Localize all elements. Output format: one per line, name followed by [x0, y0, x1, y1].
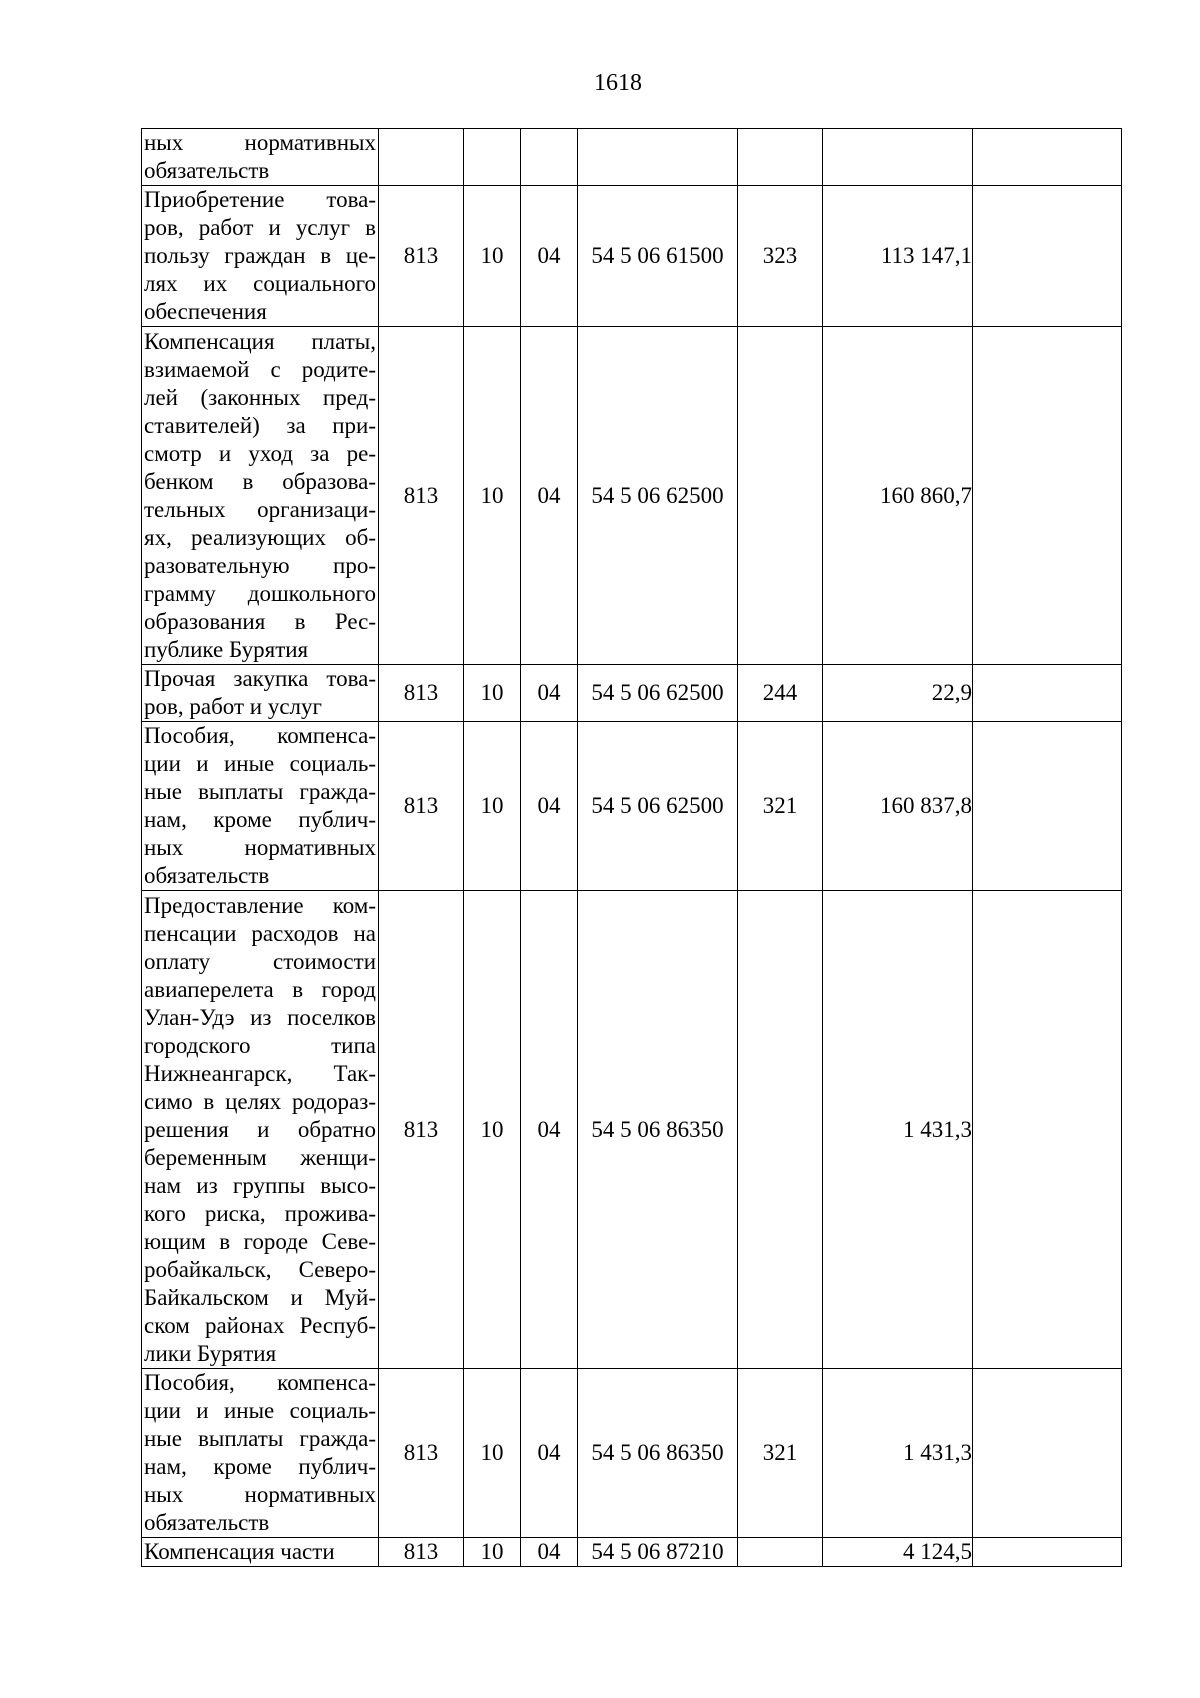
expense-type-cell — [738, 1538, 823, 1567]
amount-cell — [823, 722, 973, 891]
expense-name-line: ные выплаты гражда- — [144, 1426, 376, 1451]
empty-cell — [973, 327, 1122, 665]
target-article-cell — [578, 722, 738, 891]
section-code-value: 10 — [480, 243, 504, 268]
table-row — [142, 186, 1122, 327]
expense-type-value: 321 — [762, 793, 798, 818]
section-code-cell — [464, 1369, 521, 1538]
empty-cell — [973, 891, 1122, 1369]
expense-name-line: кого риска, прожива- — [144, 1200, 376, 1226]
expense-name-cell — [142, 327, 379, 665]
section-code-cell — [464, 1538, 521, 1567]
page-number: 1618 — [594, 70, 642, 96]
expense-name-line: Байкальском и Муй- — [144, 1284, 376, 1310]
ministry-code-value: 813 — [403, 1440, 439, 1465]
expense-name-line: лях их социального — [144, 271, 376, 296]
ministry-code-cell — [379, 1538, 464, 1567]
expense-name-line: Предоставление ком- — [144, 892, 376, 918]
expense-type-cell — [738, 665, 823, 722]
expense-name-line: Нижнеангарск, Так- — [144, 1060, 376, 1086]
expense-name-line: обеспечения — [144, 299, 267, 324]
expense-name-line: лики Бурятия — [144, 1340, 277, 1366]
expense-name-line: симо в целях родораз- — [144, 1088, 376, 1114]
table-row — [142, 891, 1122, 1369]
ministry-code-value: 813 — [403, 1539, 439, 1564]
amount-cell — [823, 186, 973, 327]
subsection-code-cell — [521, 129, 578, 186]
expense-name-cell — [142, 891, 379, 1369]
section-code-value: 10 — [480, 793, 504, 818]
amount-cell — [823, 327, 973, 665]
table-row — [142, 129, 1122, 186]
expense-name-cell — [142, 129, 379, 186]
amount-cell — [823, 129, 973, 186]
subsection-code-cell — [521, 665, 578, 722]
target-article-value: 54 5 06 62500 — [591, 793, 724, 818]
expense-name-cell — [142, 1369, 379, 1538]
expense-name-line: бенком в образова- — [144, 468, 376, 494]
subsection-code-cell — [521, 1538, 578, 1567]
expense-type-cell — [738, 891, 823, 1369]
subsection-code-cell — [521, 1369, 578, 1538]
amount-value: 1 431,3 — [903, 1440, 972, 1465]
expense-name-line: Компенсация платы, — [144, 328, 376, 354]
empty-cell — [973, 1538, 1122, 1567]
expense-name-line: грамму дошкольного — [144, 580, 376, 606]
expense-name-line: Пособия, компенса- — [144, 1370, 376, 1395]
target-article-value: 54 5 06 61500 — [591, 243, 724, 268]
expense-name-line: робайкальск, Северо- — [144, 1256, 376, 1282]
budget-table — [141, 128, 1122, 1567]
expense-type-cell — [738, 327, 823, 665]
expense-name-line: решения и обратно — [144, 1116, 376, 1142]
amount-value: 1 431,3 — [903, 1116, 972, 1142]
section-code-cell — [464, 722, 521, 891]
expense-name-line: ных нормативных — [144, 130, 376, 155]
ministry-code-cell — [379, 129, 464, 186]
empty-cell — [973, 665, 1122, 722]
target-article-cell — [578, 327, 738, 665]
expense-name-line: ции и иные социаль- — [144, 751, 376, 776]
empty-cell — [973, 722, 1122, 891]
target-article-cell — [578, 129, 738, 186]
target-article-value: 54 5 06 86350 — [591, 1116, 724, 1142]
table-row — [142, 1369, 1122, 1538]
expense-name-line: смотр и уход за ре- — [144, 440, 376, 466]
empty-cell — [973, 186, 1122, 327]
target-article-value: 54 5 06 86350 — [591, 1440, 724, 1465]
expense-name-line: тельных организаци- — [144, 496, 376, 522]
amount-cell — [823, 1369, 973, 1538]
expense-name-line: городского типа — [144, 1032, 376, 1058]
ministry-code-cell — [379, 186, 464, 327]
section-code-cell — [464, 129, 521, 186]
expense-name-line: ском районах Респуб- — [144, 1312, 376, 1338]
ministry-code-cell — [379, 665, 464, 722]
expense-name-line: Пособия, компенса- — [144, 723, 376, 748]
expense-type-cell — [738, 722, 823, 891]
expense-type-cell — [738, 129, 823, 186]
section-code-cell — [464, 327, 521, 665]
expense-name-line: Прочая закупка това- — [144, 666, 376, 691]
ministry-code-value: 813 — [403, 680, 439, 705]
expense-type-value: 244 — [762, 680, 798, 705]
expense-name-cell — [142, 1538, 379, 1567]
section-code-value: 10 — [480, 1440, 504, 1465]
expense-name-line: Улан-Удэ из поселков — [144, 1004, 376, 1030]
amount-cell — [823, 891, 973, 1369]
ministry-code-value: 813 — [403, 793, 439, 818]
target-article-value: 54 5 06 87210 — [591, 1539, 724, 1564]
subsection-code-value: 04 — [537, 1440, 561, 1465]
table-row — [142, 722, 1122, 891]
expense-name-line: нам, кроме публич- — [144, 1454, 376, 1479]
expense-name-line: пользу граждан в це- — [144, 243, 376, 268]
subsection-code-value: 04 — [537, 680, 561, 705]
amount-value: 160 860,7 — [880, 482, 972, 508]
ministry-code-cell — [379, 327, 464, 665]
expense-type-value: 323 — [762, 243, 798, 268]
expense-name-line: Приобретение това- — [144, 187, 376, 212]
expense-type-cell — [738, 1369, 823, 1538]
expense-name-line: Компенсация части — [144, 1539, 335, 1564]
expense-name-line: ные выплаты гражда- — [144, 779, 376, 804]
section-code-value: 10 — [480, 1116, 504, 1142]
ministry-code-cell — [379, 722, 464, 891]
subsection-code-value: 04 — [537, 482, 561, 508]
expense-name-line: образования в Рес- — [144, 608, 376, 634]
subsection-code-cell — [521, 891, 578, 1369]
expense-name-line: ющим в городе Севе- — [144, 1228, 376, 1254]
amount-value: 113 147,1 — [880, 243, 972, 268]
expense-name-cell — [142, 186, 379, 327]
expense-name-line: ных нормативных — [144, 1482, 376, 1507]
expense-name-line: ров, работ и услуг в — [144, 215, 376, 240]
expense-name-cell — [142, 665, 379, 722]
table-row — [142, 665, 1122, 722]
ministry-code-value: 813 — [403, 482, 439, 508]
table-row — [142, 327, 1122, 665]
subsection-code-value: 04 — [537, 243, 561, 268]
expense-name-line: обязательств — [144, 863, 270, 888]
table-body — [142, 129, 1122, 1567]
target-article-cell — [578, 665, 738, 722]
empty-cell — [973, 129, 1122, 186]
target-article-cell — [578, 186, 738, 327]
target-article-value: 54 5 06 62500 — [591, 482, 724, 508]
expense-name-line: пенсации расходов на — [144, 920, 376, 946]
section-code-value: 10 — [480, 680, 504, 705]
section-code-value: 10 — [480, 1539, 504, 1564]
empty-cell — [973, 1369, 1122, 1538]
target-article-cell — [578, 891, 738, 1369]
expense-name-cell — [142, 722, 379, 891]
expense-name-line: обязательств — [144, 158, 270, 183]
subsection-code-cell — [521, 186, 578, 327]
section-code-value: 10 — [480, 482, 504, 508]
expense-name-line: нам, кроме публич- — [144, 807, 376, 832]
subsection-code-cell — [521, 722, 578, 891]
amount-value: 4 124,5 — [903, 1539, 972, 1564]
section-code-cell — [464, 186, 521, 327]
expense-name-line: авиаперелета в город — [144, 976, 376, 1002]
expense-name-line: беременным женщи- — [144, 1144, 376, 1170]
ministry-code-value: 813 — [403, 243, 439, 268]
expense-name-line: ции и иные социаль- — [144, 1398, 376, 1423]
section-code-cell — [464, 665, 521, 722]
expense-name-line: ставителей) за при- — [144, 412, 376, 438]
subsection-code-value: 04 — [537, 1539, 561, 1564]
expense-name-line: лей (законных пред- — [144, 384, 376, 410]
expense-type-value: 321 — [762, 1440, 798, 1465]
expense-name-line: ях, реализующих об- — [144, 524, 376, 550]
expense-name-line: ров, работ и услуг — [144, 694, 322, 719]
expense-name-line: взимаемой с родите- — [144, 356, 376, 382]
ministry-code-cell — [379, 891, 464, 1369]
expense-type-cell — [738, 186, 823, 327]
amount-cell — [823, 1538, 973, 1567]
table-row — [142, 1538, 1122, 1567]
amount-value: 22,9 — [931, 680, 972, 705]
expense-name-line: обязательств — [144, 1510, 270, 1535]
expense-name-line: оплату стоимости — [144, 948, 376, 974]
target-article-value: 54 5 06 62500 — [591, 680, 724, 705]
ministry-code-cell — [379, 1369, 464, 1538]
subsection-code-cell — [521, 327, 578, 665]
amount-value: 160 837,8 — [880, 793, 972, 818]
expense-name-line: нам из группы высо- — [144, 1172, 376, 1198]
expense-name-line: разовательную про- — [144, 552, 376, 578]
expense-name-line: публике Бурятия — [144, 636, 309, 662]
target-article-cell — [578, 1369, 738, 1538]
subsection-code-value: 04 — [537, 1116, 561, 1142]
target-article-cell — [578, 1538, 738, 1567]
section-code-cell — [464, 891, 521, 1369]
amount-cell — [823, 665, 973, 722]
expense-name-line: ных нормативных — [144, 835, 376, 860]
ministry-code-value: 813 — [403, 1116, 439, 1142]
subsection-code-value: 04 — [537, 793, 561, 818]
